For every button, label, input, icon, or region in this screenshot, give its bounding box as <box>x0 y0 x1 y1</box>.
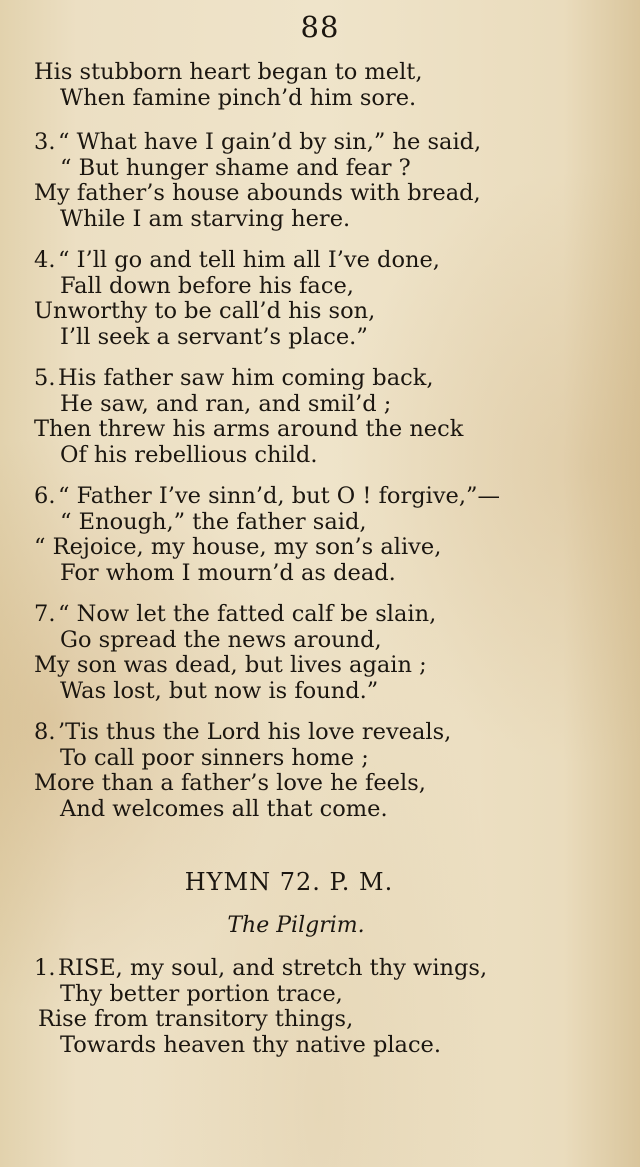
stanza-6 <box>0 484 640 586</box>
verse-line-text: Fall down before his face, <box>60 272 354 299</box>
verse-line-text: My father’s house abounds with bread, <box>34 180 481 206</box>
verse-line <box>0 443 640 469</box>
stanza-5 <box>0 366 640 468</box>
verse-line <box>0 181 640 207</box>
verse-line-text: More than a father’s love he feels, <box>34 770 426 796</box>
verse-line <box>0 510 640 536</box>
stanza-number: 4. <box>34 247 56 273</box>
verse-line-text: “ Father I’ve sinn’d, but O ! forgive,”— <box>58 483 501 509</box>
verse-line <box>0 274 640 300</box>
stanza-continuation <box>0 60 640 111</box>
verse-line-text: Thy better portion trace, <box>60 980 343 1007</box>
verse-line-text: “ Enough,” the father said, <box>60 508 367 535</box>
verse-line <box>0 956 640 982</box>
verse-line-text: “ I’ll go and tell him all I’ve done, <box>58 247 440 273</box>
verse-line-text: Unworthy to be call’d his son, <box>34 298 376 324</box>
verse-line-text: For whom I mourn’d as dead. <box>60 559 396 586</box>
verse-line-text: Go spread the news around, <box>60 626 382 653</box>
verse-line <box>0 248 640 274</box>
verse-line-text: Was lost, but now is found.” <box>60 677 379 704</box>
hymn-subtitle: The Pilgrim. <box>227 913 365 938</box>
stanza-number: 7. <box>34 601 56 627</box>
verse-line-text: Rise from transitory things, <box>38 1006 354 1032</box>
verse-line <box>0 771 640 797</box>
stanza-8 <box>0 720 640 822</box>
verse-line <box>0 982 640 1008</box>
verse-line-text: ’Tis thus the Lord his love reveals, <box>58 719 452 745</box>
verse-line <box>0 628 640 654</box>
verse-line-text: RISE, my soul, and stretch thy wings, <box>58 955 488 981</box>
hymn-title: HYMN 72. P. M. <box>184 868 394 896</box>
verse-line <box>0 130 640 156</box>
stanza-3 <box>0 130 640 232</box>
verse-line <box>0 207 640 233</box>
verse-line-text: His father saw him coming back, <box>58 365 434 391</box>
verse-line-text: To call poor sinners home ; <box>60 744 369 771</box>
verse-line <box>0 86 640 112</box>
verse-line <box>0 797 640 823</box>
verse-line <box>0 602 640 628</box>
verse-line <box>0 299 640 325</box>
verse-line <box>0 417 640 443</box>
stanza-number: 6. <box>34 483 56 509</box>
verse-line-text: “ But hunger shame and fear ? <box>60 154 411 181</box>
verse-line <box>0 325 640 351</box>
verse-line <box>0 720 640 746</box>
stanza-number: 5. <box>34 365 56 391</box>
verse-line-text: “ Now let the fatted calf be slain, <box>58 601 437 627</box>
verse-line <box>0 535 640 561</box>
verse-line-text: Towards heaven thy native place. <box>60 1031 442 1058</box>
verse-line <box>0 392 640 418</box>
verse-line <box>0 653 640 679</box>
verse-line <box>0 366 640 392</box>
verse-line <box>0 484 640 510</box>
stanza-number: 8. <box>34 719 56 745</box>
stanza-4 <box>0 248 640 350</box>
verse-line-text: Of his rebellious child. <box>60 441 318 468</box>
verse-line-text: I’ll seek a servant’s place.” <box>60 323 368 350</box>
verse-line-text: His stubborn heart began to melt, <box>34 59 423 85</box>
verse-line <box>0 561 640 587</box>
verse-line-text: “ What have I gain’d by sin,” he said, <box>58 129 482 155</box>
verse-line <box>0 60 640 86</box>
verse-line <box>0 1007 640 1033</box>
verse-line <box>0 156 640 182</box>
verse-line-text: When famine pinch’d him sore. <box>60 84 417 111</box>
verse-line-text: “ Rejoice, my house, my son’s alive, <box>34 534 442 560</box>
verse-line-text: My son was dead, but lives again ; <box>34 652 427 678</box>
verse-line-text: Then threw his arms around the neck <box>34 416 464 442</box>
stanza-number: 3. <box>34 129 56 155</box>
hymn-stanza-1 <box>0 956 640 1058</box>
verse-line-text: And welcomes all that come. <box>60 795 388 822</box>
stanza-7 <box>0 602 640 704</box>
verse-line-text: He saw, and ran, and smil’d ; <box>60 390 392 417</box>
verse-line <box>0 679 640 705</box>
verse-line-text: While I am starving here. <box>60 205 351 232</box>
verse-line <box>0 746 640 772</box>
page-number: 88 <box>300 10 340 44</box>
stanza-number: 1. <box>34 955 56 981</box>
verse-line <box>0 1033 640 1059</box>
